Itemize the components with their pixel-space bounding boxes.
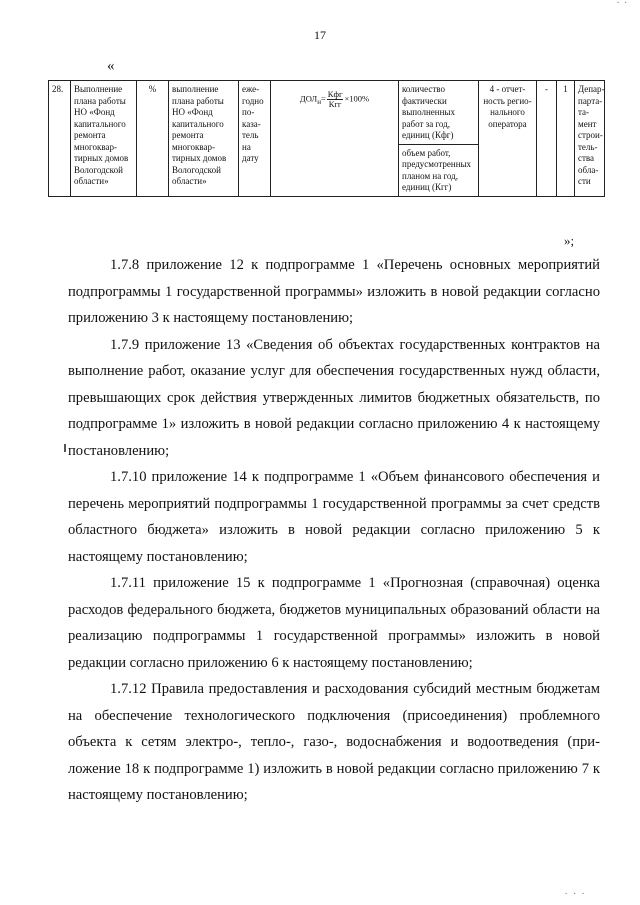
formula-cell <box>271 81 399 197</box>
formula-numerator: Кфг <box>327 89 343 99</box>
margin-tick <box>64 444 66 452</box>
method-cell: - <box>537 81 557 197</box>
opening-quote: « <box>107 58 115 74</box>
unit-cell: % <box>137 81 169 197</box>
formula-denominator: Кгг <box>328 99 342 109</box>
formula-suffix: ×100% <box>344 93 370 104</box>
paragraph-1-7-12: 1.7.12 Правила предоставления и расходования субсидий местным бюджетам на обеспечение технологического подключения (присоединения) проблемного объекта к сетям электро-, тепло-, газо-, водоснабжения и водоотведения (приложение 18 к подпрограмме 1) изложить в новой редакции согласно приложению 7 к настоящему постановлению; <box>68 681 600 803</box>
corner-mark: . . <box>616 0 628 6</box>
paragraph-1-7-11: 1.7.11 приложение 15 к подпрограмме 1 «Прогнозная (справочная) оценка расходов федерального бюджета, бюджетов муниципальных образований области на реализацию подпрограммы 1 государственной программы» изложить в новой редакции согласно приложению 6 к настоящему постановлению; <box>68 575 600 671</box>
indicator-table <box>48 80 605 197</box>
formula: $ДОЛ_н=$ $\frac{\text{Кфг}}{\text{Кгг}}$ ×100% <box>299 89 370 109</box>
object-code-cell: 1 <box>557 81 575 197</box>
basic-indicator-cell-2: объем работ, предусмотренных планом на год, единиц (Кгг) <box>399 144 479 196</box>
document-body <box>68 252 600 809</box>
closing-quote: »; <box>564 233 575 248</box>
paragraph-1-7-10: 1.7.10 приложение 14 к подпрограмме 1 «Объем финансового обеспечения и перечень мероприятий подпрограммы 1 государственной программы за счет средств областного бюджета» изложить в новой редакции согласно приложению 5 к настоящему постановлению; <box>68 469 600 565</box>
indicator-name-cell: Выполнение плана работы НО «Фонд капитального ремонта многоквартирных домов Вологодской области» <box>71 81 137 197</box>
definition-cell: выполнение плана работы НО «Фонд капитального ремонта многоквартирных домов Вологодской области» <box>169 81 239 197</box>
formula-prefix: ДОЛ <box>299 93 318 104</box>
bottom-mark: . . . <box>565 886 587 896</box>
periodicity-cell: ежегодно показатель на дату <box>239 81 271 197</box>
formula-subscript: н <box>317 98 321 107</box>
page-number: 17 <box>314 28 326 42</box>
formula-fraction <box>327 90 344 109</box>
table-row <box>49 81 605 145</box>
data-source-cell: 4 - отчетность регионального оператора <box>479 81 537 197</box>
basic-indicator-cell-1: количество фактически выполненных работ за год, единиц (Кфг) <box>399 81 479 145</box>
row-number-cell: 28. <box>49 81 71 197</box>
paragraph-1-7-8: 1.7.8 приложение 12 к подпрограмме 1 «Перечень основных мероприятий подпрограммы 1 государственной программы» изложить в новой редакции согласно приложению 3 к настоящему постановлению; <box>68 257 600 326</box>
paragraph-1-7-9: 1.7.9 приложение 13 «Сведения об объектах государственных контрактов на выполнение работ, оказание услуг для обеспечения государственных нужд области, превышающих срок действия утвержденных лимитов бюджетных обязательств, по подпрограмме 1» изложить в новой редакции согласно приложению 4 к настоящему постановлению; <box>68 336 600 459</box>
responsible-cell: Депарпартатамент строительства области <box>575 81 605 197</box>
